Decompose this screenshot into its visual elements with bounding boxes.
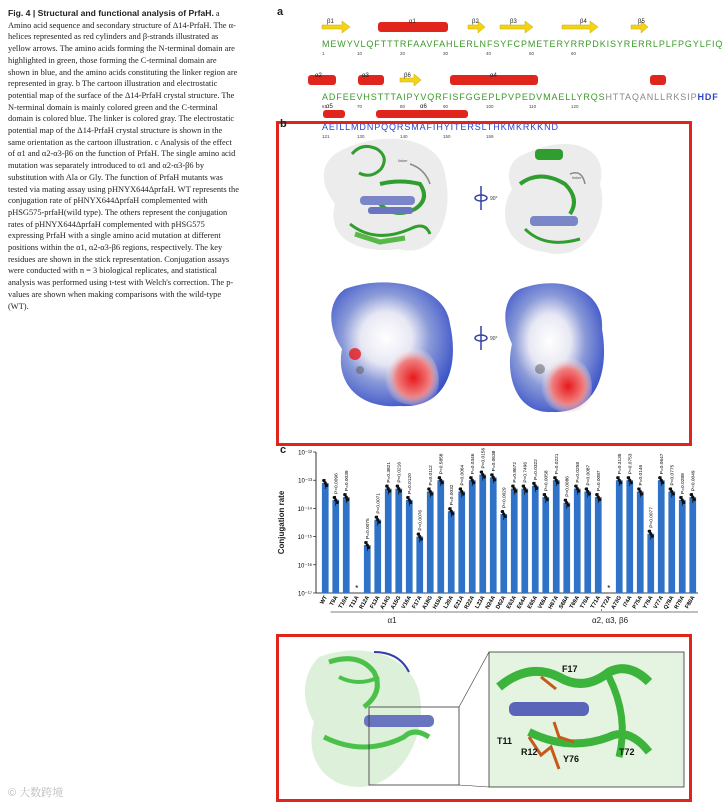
p-value-R22A: P=0.0346 [471, 453, 477, 475]
seq-number: 121 [322, 134, 330, 139]
key-residues-images [279, 637, 689, 799]
ss-label-b2: β2 [472, 19, 479, 25]
x-label-I74A: I74A [622, 595, 634, 609]
seq-number: 70 [357, 104, 363, 109]
bar-T10A [343, 497, 350, 593]
data-point [483, 475, 486, 478]
data-point [672, 492, 675, 495]
p-value-Y76A: P=0.0077 [649, 507, 655, 528]
p-value-F13A: P=0.0071 [376, 492, 382, 514]
overview-structure [305, 650, 489, 787]
group-label-alpha2-alpha3-beta6: α2, α3, β6 [591, 616, 629, 625]
data-point [493, 478, 496, 481]
data-point [409, 501, 412, 504]
p-value-T70A: P=0.0087 [586, 464, 592, 486]
bar-A73G [616, 480, 623, 593]
cartoon-structure-2 [505, 144, 602, 254]
electrostatic-surface-1 [331, 282, 453, 406]
data-point [640, 492, 643, 495]
linker-label-1: linker [398, 158, 408, 163]
p-value-L23A: P=0.0156 [481, 447, 487, 469]
alpha5-cylinder [323, 110, 345, 118]
ss-label-a5: α5 [326, 104, 333, 110]
x-label-F17A: F17A [411, 595, 424, 610]
residue-label-r12: R12 [521, 747, 538, 757]
panel-c-letter: c [280, 444, 287, 456]
panel-a-letter: a [277, 6, 284, 18]
sequence-row-1: MEWYVLQFTTTRFAAVFAHLERLNFSYFCPMETERYRRPDKISYRERRLPLFPGYLFIQ [322, 39, 723, 49]
p-value-T69A: P=0.0258 [576, 461, 582, 483]
x-label-WT: WT [319, 595, 329, 606]
rotation-arrow-1 [475, 186, 487, 210]
data-point [462, 492, 465, 495]
x-label-T70A: T70A [579, 595, 592, 610]
bar-Y76A [647, 534, 654, 593]
x-label-E63A: E63A [505, 595, 518, 611]
seq-number: 10 [357, 51, 363, 56]
x-label-E64A: E64A [516, 595, 529, 611]
x-label-V16A: V16A [400, 595, 413, 611]
x-label-T69A: T69A [568, 595, 581, 610]
x-label-T11A: T11A [348, 595, 361, 610]
x-label-A14G: A14G [379, 595, 392, 611]
cartoon-structure-1 [324, 139, 448, 251]
p-value-R79A: P=0.0288 [681, 473, 687, 494]
x-label-E65A: E65A [526, 595, 539, 611]
bar-V77A [658, 480, 665, 593]
data-point [472, 481, 475, 484]
bar-Q78A [668, 491, 675, 593]
seq-number: 100 [486, 104, 494, 109]
bar-P75A [637, 491, 644, 593]
x-label-V66A: V66A [537, 595, 550, 611]
bar-F80A [689, 497, 696, 593]
chart-x-labels [319, 595, 696, 611]
p-value-Q78A: P=0.0775 [670, 464, 676, 486]
p-value-F17A: P=0.0076 [418, 509, 424, 531]
x-label-L23A: L23A [474, 595, 487, 610]
p-value-E65A: P=0.0322 [534, 459, 540, 480]
y-tick-label: 10⁻¹⁵ [297, 535, 312, 542]
ss-label-b3: β3 [510, 19, 517, 25]
group-label-alpha1: α1 [387, 616, 397, 625]
bar-T71A [595, 497, 602, 593]
x-label-T71A: T71A [589, 595, 602, 610]
y-tick-label: 10⁻¹⁷ [297, 591, 312, 598]
residue-label-f17: F17 [562, 664, 578, 674]
x-label-S68A: S68A [558, 595, 571, 611]
x-label-P75A: P75A [631, 595, 644, 611]
x-label-T9A: T9A [328, 595, 340, 608]
data-point [661, 481, 664, 484]
residue-label-t72: T72 [619, 747, 635, 757]
p-value-H19A: P=0.5858 [439, 453, 445, 475]
residue-label-y76: Y76 [563, 754, 580, 764]
bar-E63A [511, 489, 518, 593]
seq-number: 140 [400, 134, 408, 139]
chart-bars [322, 470, 696, 593]
y-tick-label: 10⁻¹² [298, 450, 312, 457]
data-point [525, 490, 528, 493]
seq-number: 90 [443, 104, 449, 109]
data-point [577, 490, 580, 493]
data-point [388, 490, 391, 493]
x-label-A18G: A18G [421, 595, 434, 611]
x-label-R12A: R12A [358, 595, 371, 611]
ss-label-a3: α3 [362, 73, 369, 79]
bar-I74A [626, 480, 633, 593]
data-point [556, 481, 559, 484]
bar-V66A [542, 497, 549, 593]
x-label-A15G: A15G [389, 595, 403, 611]
watermark: © 大数跨境 [8, 787, 64, 799]
data-point [420, 538, 423, 541]
missing-marker-T11A: * [355, 584, 359, 593]
data-point [430, 492, 433, 495]
x-label-V77A: V77A [652, 595, 665, 611]
bar-H67A [553, 480, 560, 593]
x-label-Q78A: Q78A [662, 595, 676, 611]
y-tick-label: 10⁻¹⁶ [297, 563, 312, 570]
panel-b-letter: b [280, 118, 287, 130]
sequence-row-2: ADFEEVHSTTTAIPYVQRFISFGGEPLPVPEDVMAELLYRQSHTTAQANLLRKSIPHDF [322, 92, 719, 102]
x-label-T10A: T10A [337, 595, 350, 610]
bar-E64A [521, 489, 528, 593]
data-point [651, 535, 654, 538]
ss-label-b5: β5 [638, 19, 645, 25]
data-point [441, 481, 444, 484]
seq-number: 150 [443, 134, 451, 139]
p-value-N24A: P=0.0638 [492, 450, 498, 472]
x-label-D62A: D62A [495, 595, 508, 611]
data-point [630, 481, 633, 484]
missing-marker-T72A: * [607, 584, 611, 593]
x-label-H19A: H19A [432, 595, 445, 611]
seq-number: 110 [529, 104, 537, 109]
x-label-A73G: A73G [610, 595, 623, 611]
secondary-structure-graphics [300, 18, 660, 138]
alpha5-start-cylinder [650, 75, 666, 85]
p-value-V16A: P=0.0120 [408, 473, 414, 494]
ss-label-b1: β1 [327, 19, 334, 25]
bar-WT [322, 483, 329, 593]
p-value-V77A: P=0.0647 [660, 453, 666, 475]
caption-title: Fig. 4 | Structural and functional analysis of PrfaH. [8, 8, 214, 18]
p-value-D62A: P=0.0029 [502, 487, 508, 509]
caption-body: a Amino acid sequence and secondary structure of Δ14-PrfaH. The α-helices represented as red cylinders and β-strands illustrated as yellow arrows. The amino acids forming the N-terminal domain are highlighted in green, those forming the C-terminal domain are shown in blue, and the amino acids constituting the linker region are represented in gray. b The cartoon illustration and electrostatic potential map of the surface of the Δ14-PrfaH crystal structure. The N-terminal domain is mainly colored green and the C-terminal domain is colored blue. The linker is colored gray. The electrostatic potential map of the Δ14-PrfaH crystal structure is shown in the same orientation as the cartoon illustration. c Analysis of the effect of α1 and α2-α3-β6 on the function of PrfaH. The single amino acid mutation was separately introduced to α1 and α2-α3-β6 by substitution with Ala or Gly. The function of PrfaH mutants was tested via mating assay using pHNYX644ΔprfaH. WT represents the conjugation rate of pHNYX644ΔprfaH complemented with pHSG575-prfaH(wild type). The others represent the conjugation rates of pHNYX644ΔprfaH complemented with pHSG575 expressing PrfaH with a single amino acid mutation at different positions within the α1, α2-α3-β6 regions, respectively. The key residues are shown in the stick representation. Conjugation assays were conducted with n = 3 biological replicates, and statistical analysis was performed using t-test with Welch's correction. The p-values are shown when making comparisons with the wild-type (WT). [8, 9, 239, 311]
ss-label-a2: α2 [315, 73, 322, 79]
bar-E65A [532, 486, 539, 593]
p-value-V66A: P=0.0058 [544, 470, 550, 492]
x-label-L20A: L20A [442, 595, 455, 610]
p-value-P75A: P=0.0146 [639, 464, 645, 486]
data-point [325, 484, 328, 487]
y-tick-label: 10⁻¹⁴ [297, 506, 312, 513]
bar-A14G [385, 489, 392, 593]
bar-A18G [427, 491, 434, 593]
p-value-S68A: P=0.0086 [565, 476, 571, 497]
x-label-N24A: N24A [484, 595, 497, 611]
x-label-E21A: E21A [453, 595, 466, 611]
bar-T70A [584, 491, 591, 593]
x-label-R79A: R79A [673, 595, 686, 611]
p-value-R12A: P=0.0075 [366, 518, 372, 540]
data-point [535, 487, 538, 490]
seq-number: 130 [357, 134, 365, 139]
alpha6-cylinder [376, 110, 468, 118]
data-point [588, 492, 591, 495]
p-value-H67A: P=0.0221 [555, 453, 561, 475]
data-point [451, 512, 454, 515]
y-tick-label: 10⁻¹³ [298, 478, 312, 485]
data-point [598, 498, 601, 501]
seq-number: 61 [322, 104, 328, 109]
data-point [399, 490, 402, 493]
rotation-label-1: 90° [490, 196, 498, 202]
sequence-row-3: AEILLMDNPQQRSMAFIHYITERSLTHKMKRKKND [322, 122, 559, 132]
seq-number: 50 [529, 51, 535, 56]
data-point [504, 515, 507, 518]
p-value-E21A: P=0.0064 [460, 464, 466, 486]
bar-N24A [490, 477, 497, 593]
seq-number: 30 [443, 51, 449, 56]
ss-label-a6: α6 [420, 104, 427, 110]
conjugation-rate-chart [270, 444, 706, 628]
seq-number: 20 [400, 51, 406, 56]
bar-F17A [416, 537, 423, 593]
x-label-F80A: F80A [684, 595, 697, 610]
bar-F13A [374, 520, 381, 593]
data-point [682, 501, 685, 504]
x-label-Y76A: Y76A [642, 595, 655, 611]
bar-E21A [458, 491, 465, 593]
data-point [346, 498, 349, 501]
seq-number: 60 [571, 51, 577, 56]
seq-number: 120 [571, 104, 579, 109]
chart-y-label: Conjugation rate [277, 490, 286, 555]
bar-R79A [679, 500, 686, 593]
x-label-F13A: F13A [369, 595, 382, 610]
p-value-A14G: P=0.3821 [387, 461, 393, 483]
x-label-R22A: R22A [463, 595, 476, 611]
bar-D62A [500, 514, 507, 593]
p-value-E64A: P=0.7496 [523, 461, 529, 483]
seq-number: 80 [400, 104, 406, 109]
ss-label-a4: α4 [490, 73, 497, 79]
linker-label-2: linker [572, 175, 582, 180]
ss-label-a1: α1 [409, 19, 416, 25]
residue-label-t11: T11 [497, 736, 513, 746]
bar-R22A [469, 480, 476, 593]
p-value-T9A: P=0.0096 [334, 473, 340, 494]
data-point [336, 501, 339, 504]
bar-L23A [479, 475, 486, 593]
seq-number: 40 [486, 51, 492, 56]
x-label-H67A: H67A [547, 595, 560, 611]
p-value-L20A: P=0.0032 [450, 484, 456, 506]
data-point [378, 521, 381, 524]
bar-S68A [563, 503, 570, 593]
structure-images [280, 124, 690, 442]
bar-A15G [395, 489, 402, 593]
data-point [693, 498, 696, 501]
ss-label-b6: β6 [404, 73, 411, 79]
p-value-A73G: P=0.3135 [618, 453, 624, 475]
bar-V16A [406, 500, 413, 593]
data-point [619, 481, 622, 484]
bar-L20A [448, 511, 455, 593]
data-point [514, 490, 517, 493]
bar-T9A [332, 500, 339, 593]
data-point [367, 546, 370, 549]
bar-H19A [437, 480, 444, 593]
p-value-I74A: P=0.0753 [628, 453, 634, 475]
zoomed-structure [489, 652, 684, 787]
bar-R12A [364, 545, 371, 593]
p-value-F80A: P=0.0049 [691, 470, 697, 492]
bar-T69A [574, 489, 581, 593]
data-point [546, 498, 549, 501]
seq-number: 1 [322, 51, 325, 56]
p-value-A18G: P=0.0112 [429, 465, 435, 486]
rotation-arrow-2 [475, 326, 487, 350]
x-label-T72A: T72A [600, 595, 613, 610]
electrostatic-surface-2 [505, 283, 604, 412]
figure-caption [8, 8, 240, 312]
data-point [567, 504, 570, 507]
alpha2-cylinder [308, 75, 336, 85]
p-value-T71A: P=0.0087 [597, 470, 603, 492]
seq-number: 159 [486, 134, 494, 139]
p-value-T10A: P=0.0039 [345, 470, 351, 492]
rotation-label-2: 90° [490, 336, 498, 342]
p-value-A15G: P=0.0216 [397, 461, 403, 483]
ss-label-b4: β4 [580, 19, 587, 25]
p-value-E63A: P=0.8672 [513, 461, 519, 483]
